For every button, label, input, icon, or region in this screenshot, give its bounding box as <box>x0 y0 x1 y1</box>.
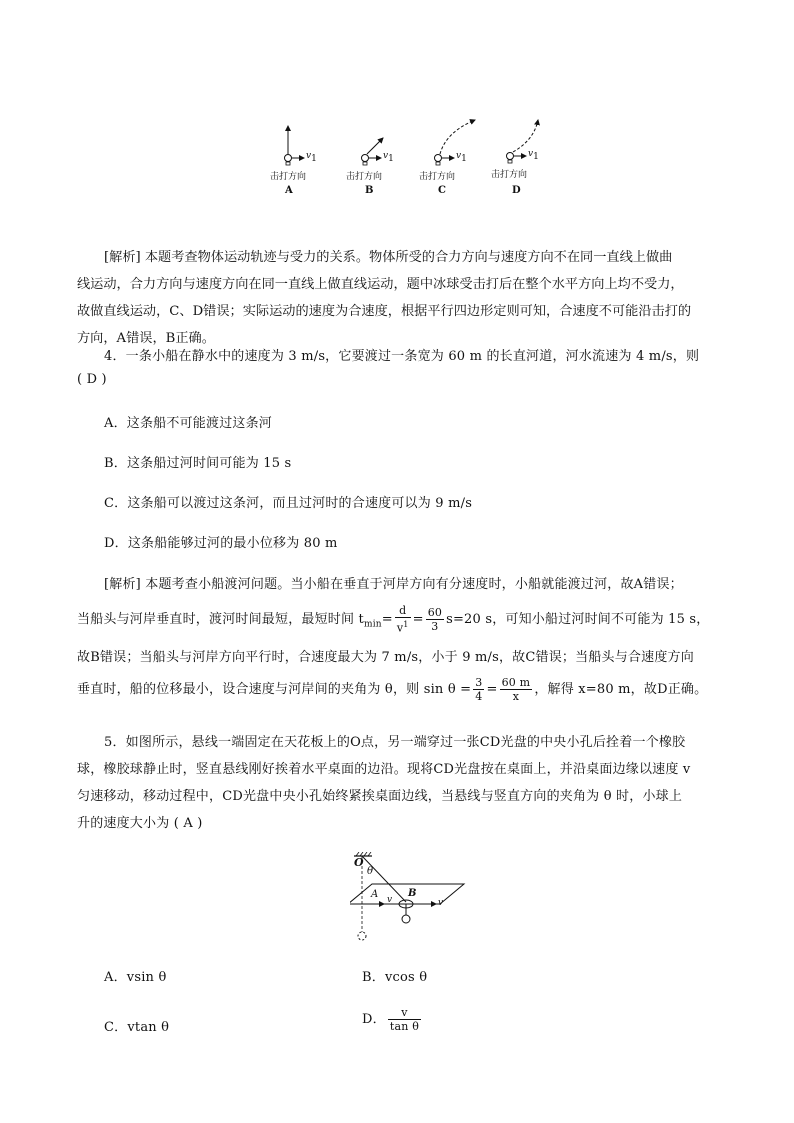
q3-analysis-line: 方向，A错误，B正确。 <box>77 331 215 346</box>
v1-label-b: $v_1$ <box>383 151 394 164</box>
q5-option-c: C．vtan θ <box>104 1020 170 1035</box>
q4-option-a: A．这条船不可能渡过这条河 <box>104 416 272 431</box>
velocity-label-left: v <box>387 895 393 905</box>
q4-stem: 4．一条小船在静水中的速度为 3 m/s，它要渡过一条宽为 60 m 的长直河道，河水流速为 4 m/s，则 <box>104 349 700 364</box>
v1-label-a: $v_1$ <box>306 151 317 164</box>
hit-direction-caption-a: 击打方向 <box>270 172 307 182</box>
hit-direction-caption-d: 击打方向 <box>491 170 528 180</box>
diagram-c <box>435 120 476 165</box>
q5-option-b: B．vcos θ <box>362 970 428 985</box>
q3-analysis-line: 线运动，合力方向与速度方向在同一直线上做直线运动，题中冰球受击打后在整个水平方向上均不受力， <box>77 277 684 292</box>
fraction-d-over-v1: $\frac{d}{v^1}$ <box>396 604 409 635</box>
q4-option-b: B．这条船过河时间可能为 15 s <box>104 456 292 471</box>
q5-stem-line2: 球，橡胶球静止时，竖直悬线刚好挨着水平桌面的边沿。现将CD光盘按在桌面上，并沿桌面边缘以速度 v <box>77 762 691 777</box>
option-label-a: A <box>285 185 293 196</box>
q5-option-a: A．vsin θ <box>104 970 167 985</box>
v1-label-d: $v_1$ <box>528 149 539 162</box>
point-a-label: A <box>371 889 379 900</box>
q3-analysis-cont <box>77 271 757 352</box>
option-label-c: C <box>438 185 446 196</box>
q5-stem-line3: 匀速移动，移动过程中，CD光盘中央小孔始终紧挨桌面边线，当悬线与竖直方向的夹角为 θ 时，小球上 <box>77 789 683 804</box>
diagram-b <box>362 138 384 165</box>
v1-label-c: $v_1$ <box>456 151 467 164</box>
q4-option-d: D．这条船能够过河的最小位移为 80 m <box>104 536 338 551</box>
fraction-60m-over-x: $\frac{60 m}{x}$ <box>501 676 531 703</box>
fraction-3-over-4: $\frac{3}{4}$ <box>475 676 483 703</box>
q4-analysis-line2: 当船头与河岸垂直时，渡河时间最短，最短时间 $t_{min}=$ $\frac{d}{v^1}$ = $\frac{60}{3}$ s=20 s，可知小船过河时间不可能为 15 s， <box>77 604 710 635</box>
q4-answer: ( D ) <box>77 372 107 387</box>
diagram-a <box>285 126 305 165</box>
q5-option-d: D． $\frac{v}{\text{tan θ}}$ <box>362 1006 420 1033</box>
fraction-v-over-tan: $\frac{v}{\text{tan θ}}$ <box>389 1006 420 1033</box>
q4-analysis-line1: [解析] 本题考查小船渡河问题。当小船在垂直于河岸方向有分速度时，小船就能渡过河，故A错误； <box>104 577 683 592</box>
option-label-d: D <box>512 185 521 196</box>
hit-direction-caption-c: 击打方向 <box>419 172 456 182</box>
q3-analysis <box>104 244 714 271</box>
fraction-60-over-3: $\frac{60}{3}$ <box>427 605 443 633</box>
velocity-label-right: v <box>438 898 444 908</box>
q4-analysis-line3: 故B错误；当船头与河岸方向平行时，合速度最大为 7 m/s，小于 9 m/s，故C错误；当船头与合速度方向 <box>77 650 694 665</box>
q5-stem-line4: 升的速度大小为 ( A ) <box>77 816 203 831</box>
theta-label: θ <box>367 866 374 877</box>
q3-analysis-line: 故做直线运动，C、D错误；实际运动的速度为合速度，根据平行四边形定则可知，合速度不可能沿击打的 <box>77 304 692 319</box>
option-label-b: B <box>365 185 374 196</box>
q3-analysis-line: [解析] 本题考查物体运动轨迹与受力的关系。物体所受的合力方向与速度方向不在同一直线上做曲 <box>104 250 673 265</box>
point-o-label: O <box>354 856 364 869</box>
q4-option-c: C．这条船可以渡过这条河，而且过河时的合速度可以为 9 m/s <box>104 496 473 511</box>
q4-analysis-line4: 垂直时，船的位移最小，设合速度与河岸间的夹角为 θ，则 sin θ = $\frac{3}{4}$ = $\frac{60 m}{x}$ ，解得 x=80 m，故D正确。 <box>77 676 708 703</box>
point-b-label: B <box>408 888 417 899</box>
q5-stem-line1: 5．如图所示，悬线一端固定在天花板上的O点，另一端穿过一张CD光盘的中央小孔后拴着一个橡胶 <box>104 735 686 750</box>
hit-direction-caption-b: 击打方向 <box>346 172 383 182</box>
